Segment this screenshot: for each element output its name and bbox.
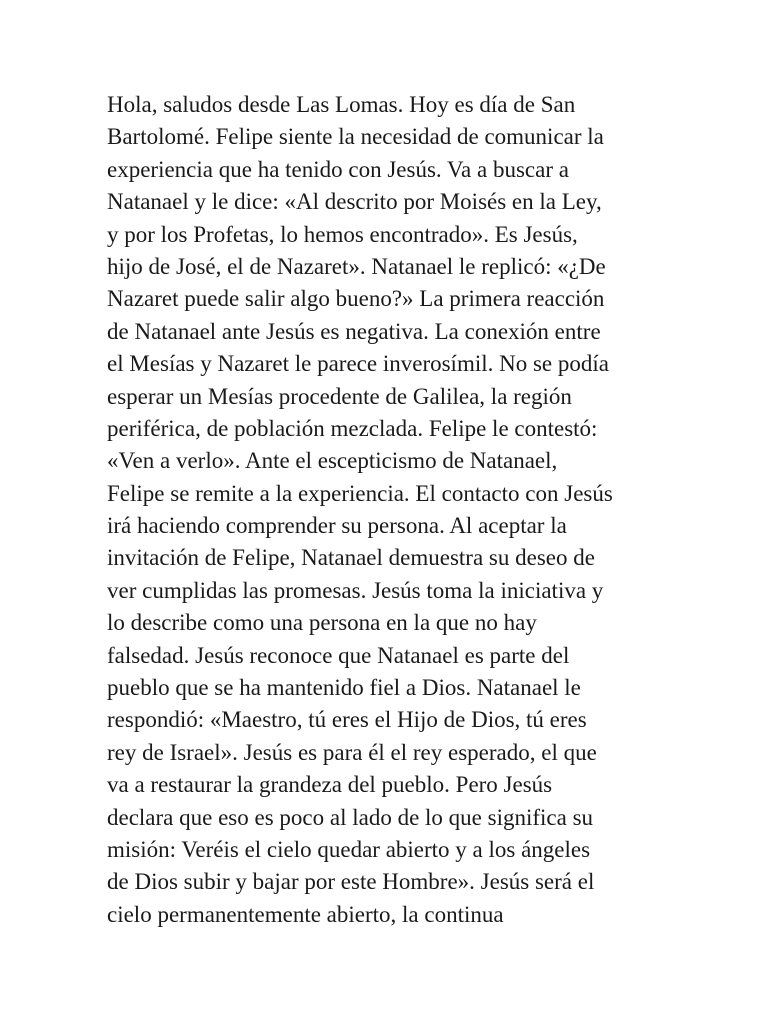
- text-line: rey de Israel». Jesús es para él el rey esperado, el que: [107, 739, 597, 765]
- text-line: Hola, saludos desde Las Lomas. Hoy es día de San: [107, 92, 576, 117]
- text-line: pueblo que se ha mantenido fiel a Dios. Natanael le: [107, 675, 581, 701]
- text-line: cielo permanentemente abierto, la continua: [107, 901, 504, 927]
- text-line: «Ven a verlo». Ante el escepticismo de Natanael,: [107, 448, 558, 474]
- text-line: el Mesías y Nazaret le parece inverosímil. No se podía: [107, 351, 609, 377]
- text-line: va a restaurar la grandeza del pueblo. Pero Jesús: [107, 772, 553, 798]
- text-line: lo describe como una persona en la que no hay: [107, 610, 537, 636]
- text-line: misión: Veréis el cielo quedar abierto y a los ángeles: [107, 836, 591, 862]
- text-line: de Natanael ante Jesús es negativa. La conexión entre: [107, 318, 601, 344]
- text-line: experiencia que ha tenido con Jesús. Va a buscar a: [107, 156, 569, 182]
- text-line: Natanael y le dice: «Al descrito por Moisés en la Ley,: [107, 189, 602, 215]
- text-line: periférica, de población mezclada. Felipe le contestó:: [107, 415, 598, 441]
- text-line: ver cumplidas las promesas. Jesús toma la iniciativa y: [107, 577, 604, 603]
- text-line: respondió: «Maestro, tú eres el Hijo de Dios, tú eres: [107, 707, 587, 733]
- text-line: invitación de Felipe, Natanael demuestra su deseo de: [107, 545, 595, 571]
- text-line: declara que eso es poco al lado de lo que significa su: [107, 804, 594, 830]
- text-line: de Dios subir y bajar por este Hombre». Jesús será el: [107, 869, 595, 895]
- text-line: y por los Profetas, lo hemos encontrado». Es Jesús,: [107, 221, 578, 247]
- text-line: Felipe se remite a la experiencia. El contacto con Jesús: [107, 480, 613, 506]
- text-line: falsedad. Jesús reconoce que Natanael es parte del: [107, 642, 570, 668]
- text-line: irá haciendo comprender su persona. Al aceptar la: [107, 513, 567, 539]
- text-line: Nazaret puede salir algo bueno?» La primera reacción: [107, 286, 605, 312]
- body-paragraph: [107, 89, 667, 931]
- text-line: esperar un Mesías procedente de Galilea, la región: [107, 383, 572, 409]
- text-line: Bartolomé. Felipe siente la necesidad de comunicar la: [107, 124, 604, 150]
- text-line: hijo de José, el de Nazaret». Natanael le replicó: «¿De: [107, 253, 606, 279]
